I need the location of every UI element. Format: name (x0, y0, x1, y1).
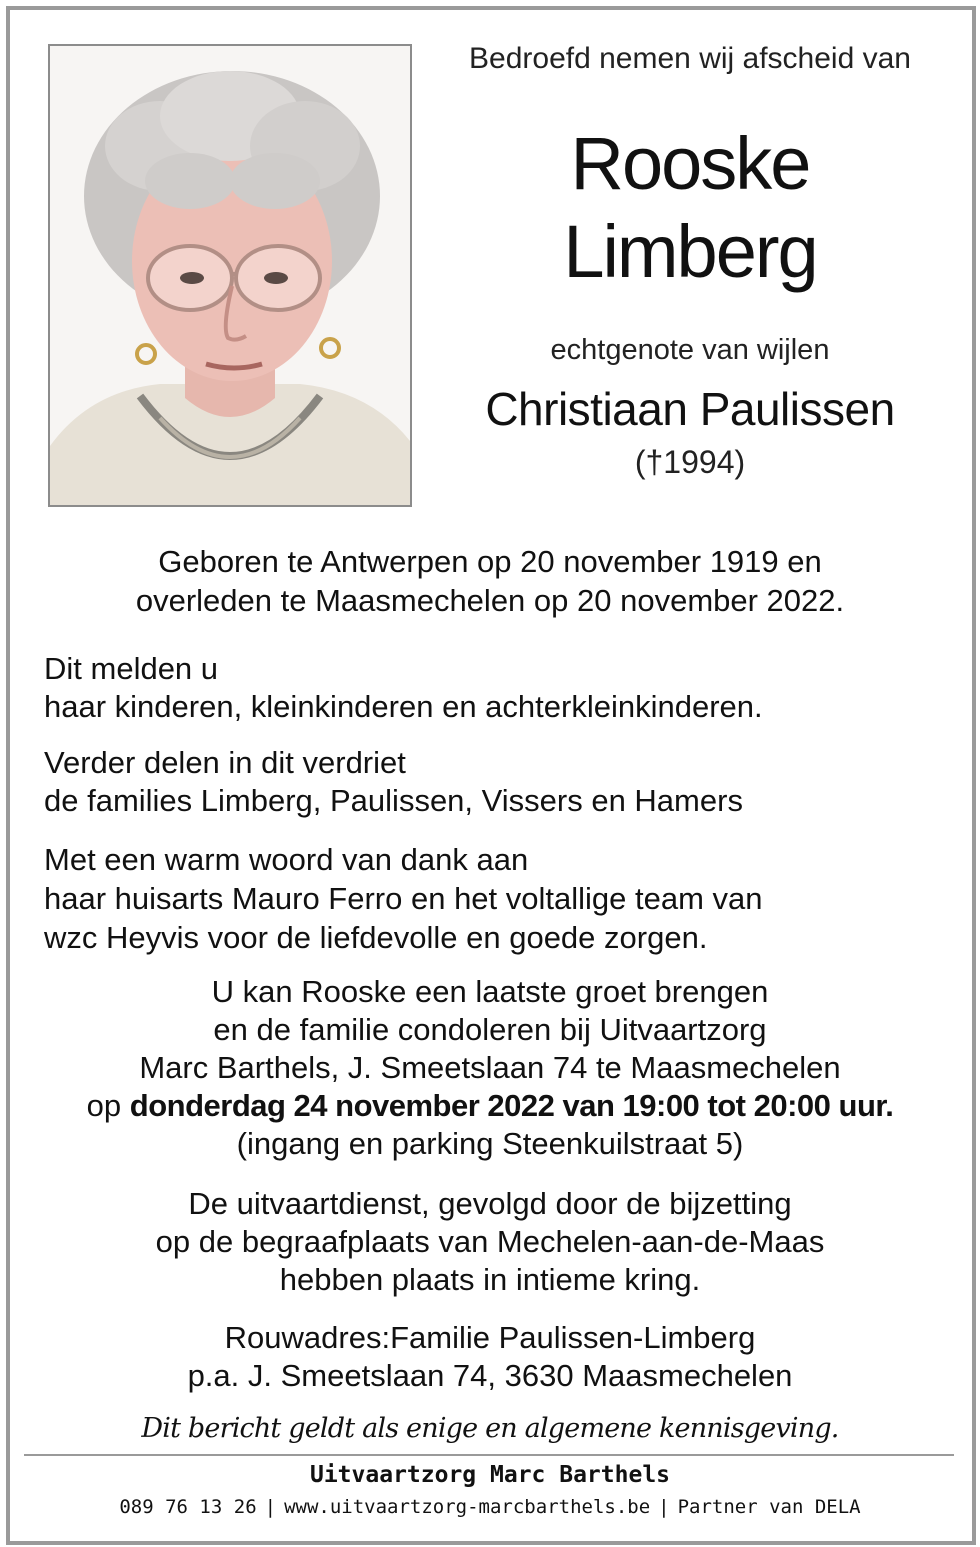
announced-by-paragraph (44, 650, 944, 726)
phone-number: 089 76 13 26 (119, 1496, 257, 1518)
separator: | (658, 1496, 670, 1518)
paragraph-line: hebben plaats in intieme kring. (279, 1262, 701, 1297)
paragraph-line: Rouwadres:Familie Paulissen-Limberg (224, 1320, 756, 1355)
general-notice: Dit bericht geldt als enige en algemene kennisgeving. (141, 1413, 839, 1444)
paragraph-line: Verder delen in dit verdriet (44, 745, 406, 780)
spouse-death-year: (†1994) (634, 444, 746, 480)
parking-info: (ingang en parking Steenkuilstraat 5) (236, 1126, 744, 1161)
paragraph-line: p.a. J. Smeetslaan 74, 3630 Maasmechelen (187, 1358, 793, 1393)
paragraph-line: haar huisarts Mauro Ferro en het voltallige team van (44, 881, 763, 916)
visitation-paragraph (20, 973, 960, 1163)
separator: | (264, 1496, 277, 1518)
footer-divider (24, 1454, 954, 1456)
paragraph-line: Marc Barthels, J. Smeetslaan 74 te Maasmechelen (139, 1050, 841, 1085)
paragraph-line: haar kinderen, kleinkinderen en achterkleinkinderen. (44, 689, 763, 724)
deceased-last-name: Limberg (563, 210, 817, 293)
partner-text: Partner van DELA (677, 1496, 861, 1518)
portrait-photo (48, 44, 412, 507)
paragraph-line: U kan Rooske een laatste groet brengen (211, 974, 769, 1009)
paragraph-line: De uitvaartdienst, gevolgd door de bijzetting (188, 1186, 792, 1221)
paragraph-line: en de familie condoleren bij Uitvaartzorg (213, 1012, 767, 1047)
mourning-address (20, 1319, 960, 1395)
deceased-name (430, 120, 950, 296)
birth-line: Geboren te Antwerpen op 20 november 1919 en (158, 544, 822, 579)
paragraph-line: de families Limberg, Paulissen, Vissers en Hamers (44, 783, 743, 818)
birth-death-paragraph (20, 542, 960, 620)
visitation-datetime: donderdag 24 november 2022 van 19:00 tot 20:00 uur. (129, 1088, 894, 1123)
paragraph-line: op de begraafplaats van Mechelen-aan-de-Maas (155, 1224, 825, 1259)
service-paragraph (20, 1185, 960, 1299)
paragraph-line: Dit melden u (44, 651, 219, 686)
spouse-label: echtgenote van wijlen (550, 334, 830, 366)
portrait-illustration (50, 46, 410, 505)
visitation-datetime-line (20, 1087, 960, 1125)
paragraph-line: Met een warm woord van dank aan (44, 842, 529, 877)
website-link[interactable]: www.uitvaartzorg-marcbarthels.be (284, 1496, 651, 1518)
funeral-home-contact (20, 1496, 960, 1518)
intro-text: Bedroefd nemen wij afscheid van (469, 42, 911, 75)
paragraph-line: wzc Heyvis voor de liefdevolle en goede zorgen. (44, 920, 708, 955)
spouse-name: Christiaan Paulissen (485, 383, 895, 435)
funeral-home-name: Uitvaartzorg Marc Barthels (309, 1462, 671, 1488)
deceased-first-name: Rooske (570, 122, 810, 205)
thanks-paragraph (44, 840, 944, 957)
visitation-prefix: op (86, 1088, 130, 1123)
death-line: overleden te Maasmechelen op 20 november 2022. (135, 583, 845, 618)
shared-by-paragraph (44, 744, 944, 820)
